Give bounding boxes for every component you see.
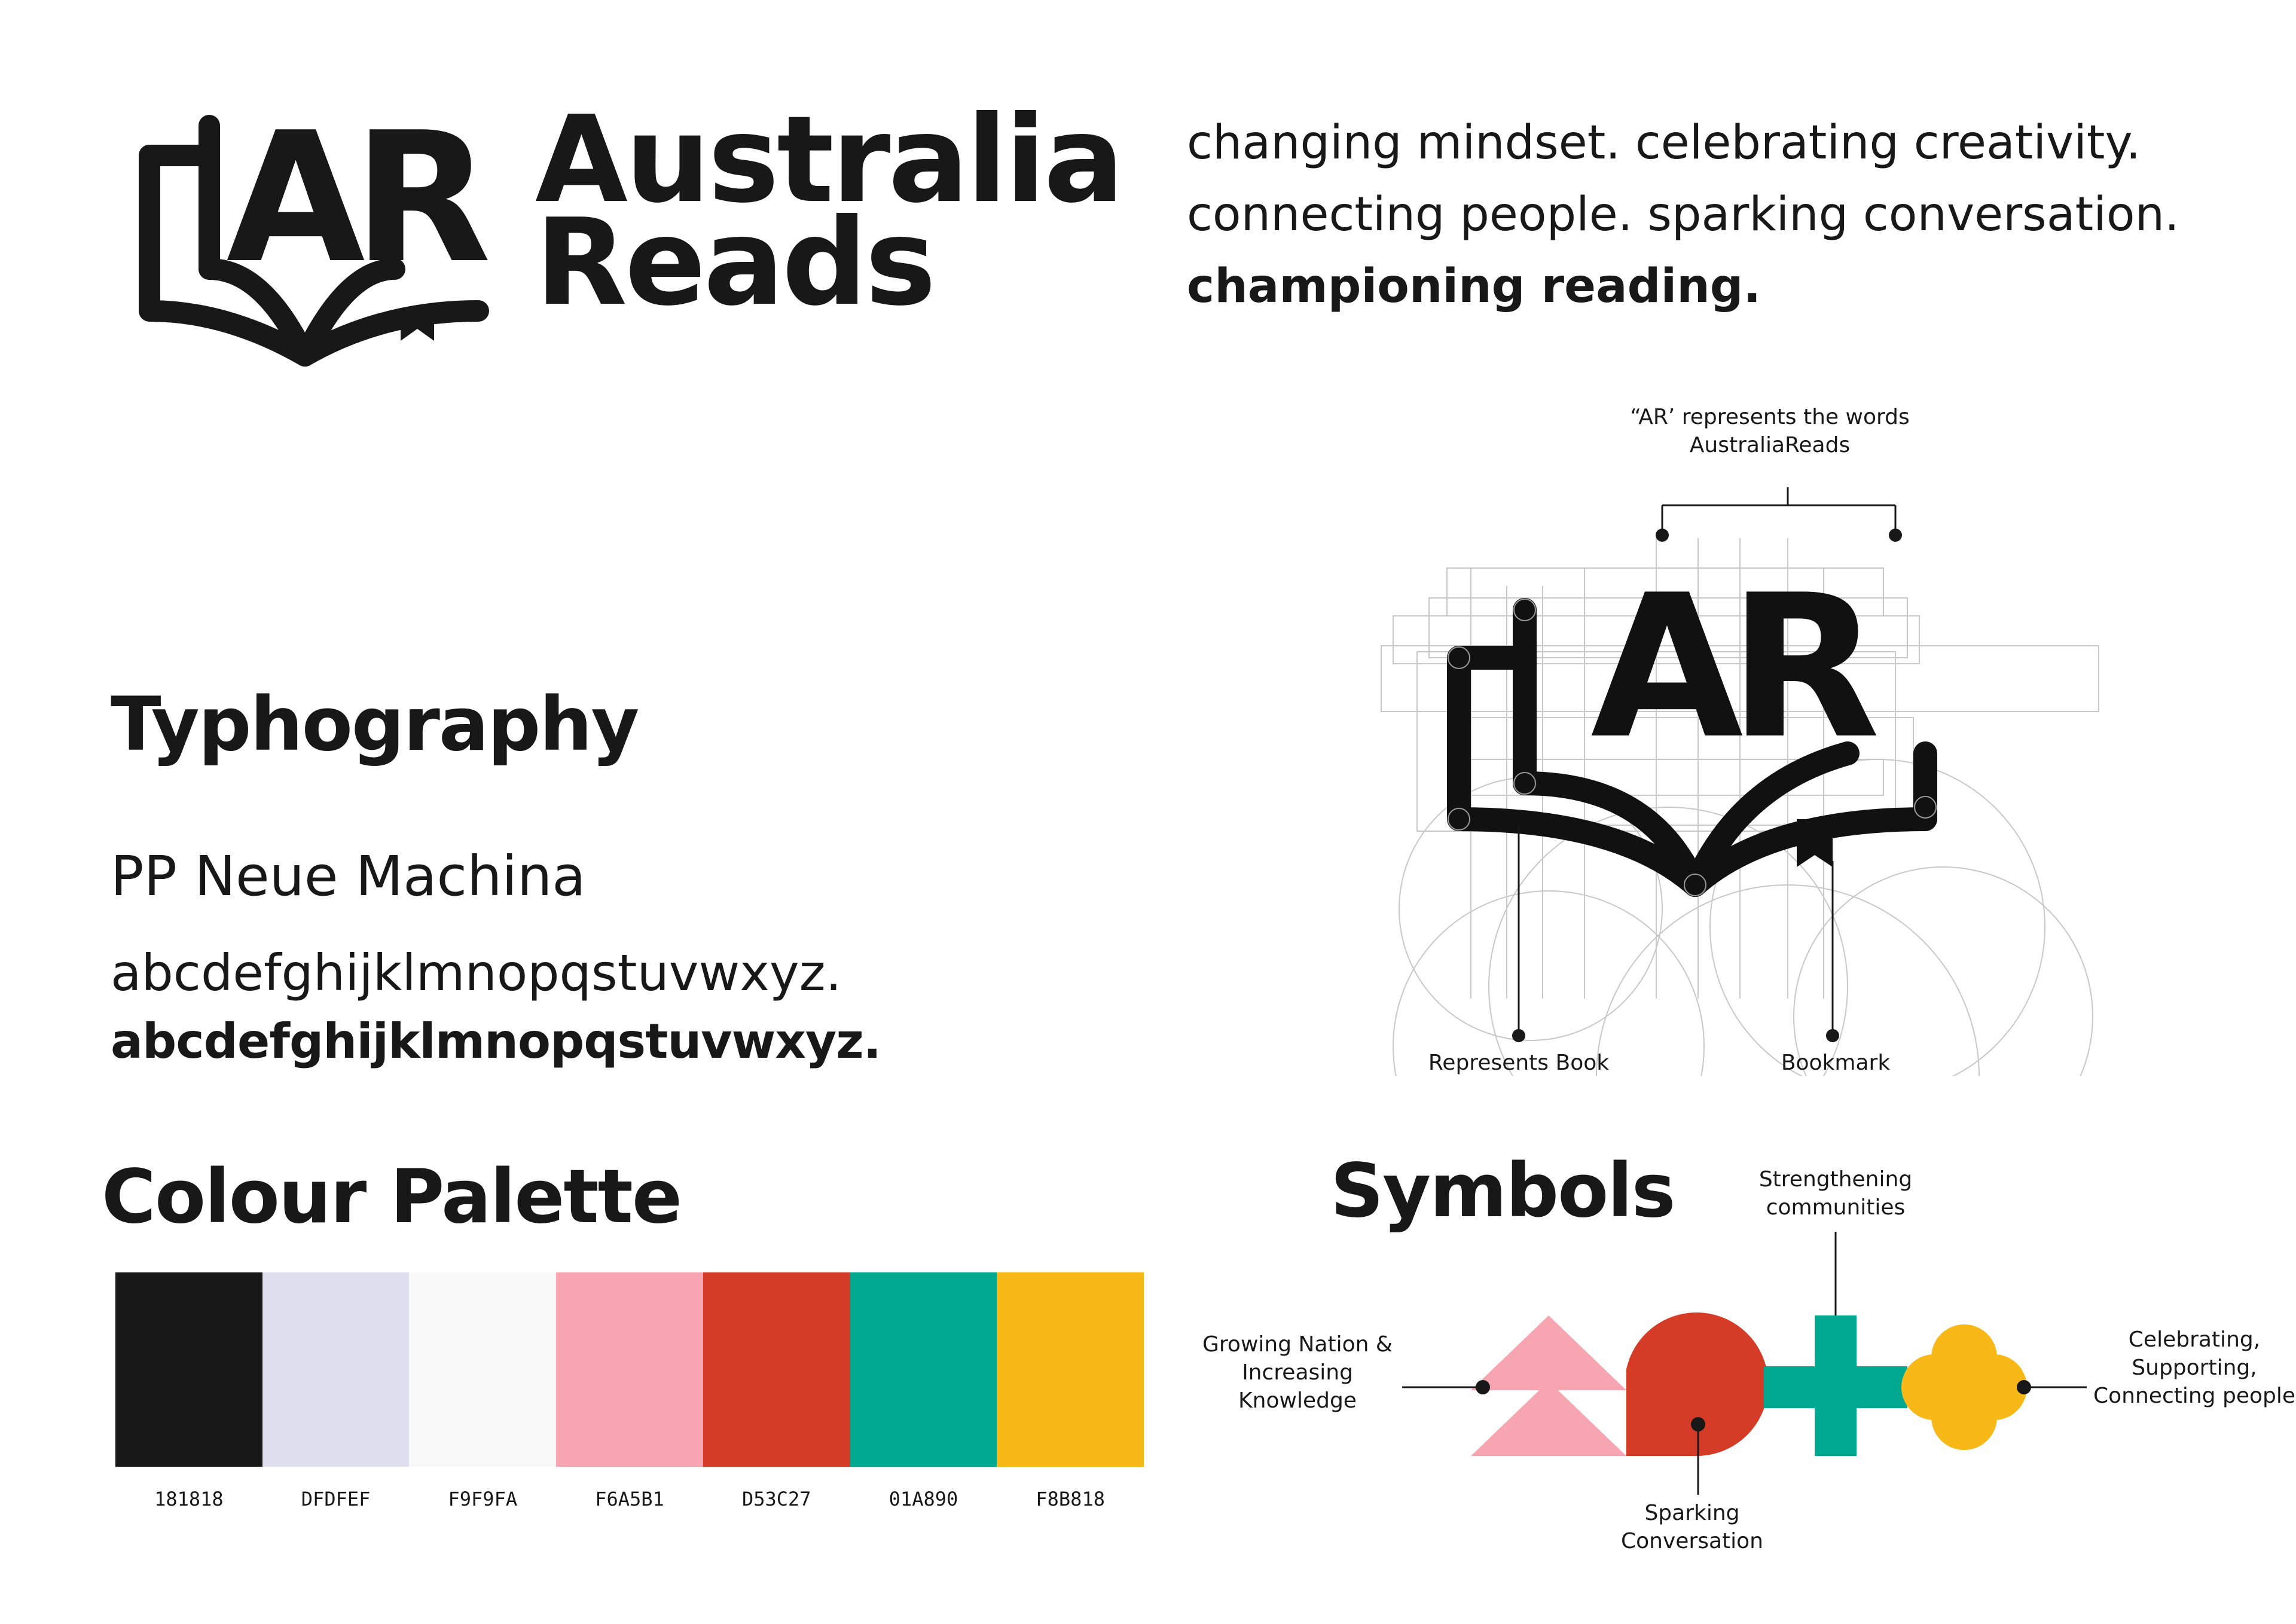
tagline-3: championing reading. [1187,260,1761,313]
swatch-labels [115,1488,1144,1510]
tagline-1: changing mindset. celebrating creativity. [1187,116,2141,170]
alphabet-bold: abcdefghijklmnopqstuvwxyz. [111,1014,881,1069]
wordmark-reads: Reads [535,193,934,332]
swatch-f6a5b1 [556,1272,703,1467]
swatch-f8b818 [997,1272,1144,1467]
swatch-label: F8B818 [1036,1488,1105,1510]
note-growing-nation: Growing Nation & Increasing Knowledge [1202,1332,1393,1413]
note-bookmark: Bookmark [1781,1051,1891,1075]
swatch-01a890 [850,1272,997,1467]
swatch-f9f9fa [409,1272,556,1467]
logo-construction-diagram [1369,389,2111,1076]
swatch-label: F9F9FA [448,1488,518,1510]
alphabet-regular: abcdefghijklmnopqstuvwxyz. [111,944,842,1002]
swatch-label: DFDFEF [301,1488,371,1510]
note-ar-represents: “AR’ represents the words AustraliaReads [1630,405,1910,457]
logo-icon [114,90,532,377]
note-sparking: Sparking Conversation [1620,1501,1763,1553]
swatch-d53c27 [703,1272,850,1467]
note-strengthening: Strengthening communities [1758,1167,1913,1220]
symbols-heading: Symbols [1330,1148,1675,1234]
wordmark-australia: Australia [535,90,1122,230]
tagline-2: connecting people. sparking conversation. [1187,188,2179,242]
swatch-label: 01A890 [889,1488,958,1510]
triangles-icon [1471,1315,1626,1456]
swatch-label: 181818 [154,1488,224,1510]
swatch-label: F6A5B1 [595,1488,664,1510]
clover-icon [1901,1324,2027,1450]
note-represents-book: Represents Book [1428,1051,1610,1075]
font-name: PP Neue Machina [111,844,586,908]
svg-text:AR: AR [226,94,480,303]
typography-heading: Typhography [111,682,639,768]
plus-icon [1764,1315,1907,1456]
swatch-label: D53C27 [741,1488,811,1510]
svg-text:AR: AR [1590,552,1866,782]
note-celebrating: Celebrating, Supporting, Connecting people [2093,1327,2295,1408]
swatch-181818 [115,1272,262,1467]
color-swatches [115,1272,1144,1467]
callout-ar [1662,487,1895,532]
swatch-dfdfef [262,1272,410,1467]
palette-heading: Colour Palette [102,1154,681,1240]
